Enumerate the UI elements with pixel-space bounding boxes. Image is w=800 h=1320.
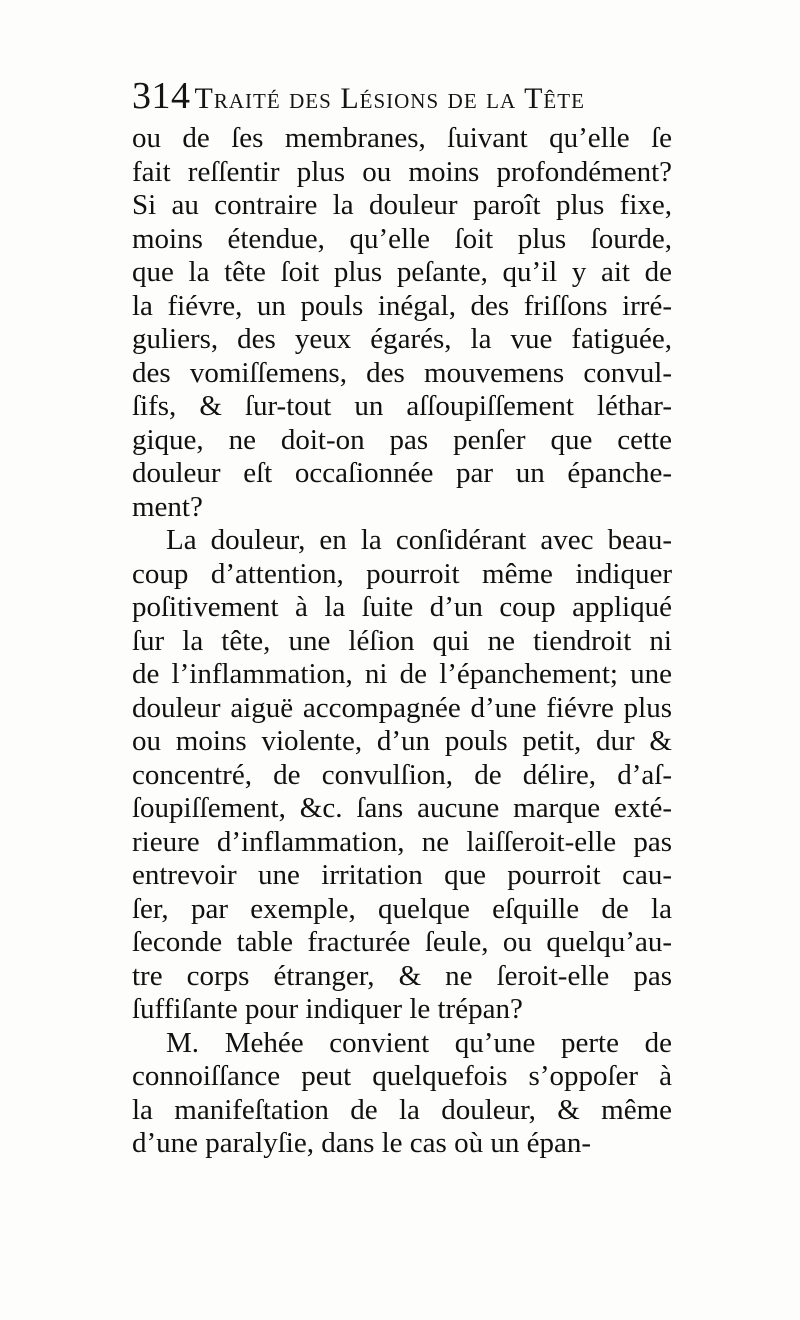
text-line: La douleur, en la conſidérant avec beau-	[166, 524, 672, 556]
paragraph	[132, 524, 672, 1027]
text-line: ſur la tête, une léſion qui ne tiendroit ni	[132, 624, 672, 657]
text-line: gique, ne doit-on pas penſer que cette	[132, 423, 672, 456]
text-line: ſoupiſſement, &c. ſans aucune marque exté-	[132, 792, 672, 824]
text-line: que la tête ſoit plus peſante, qu’il y ait de	[132, 256, 672, 288]
body-text	[132, 122, 672, 1161]
text-line: de l’inflammation, ni de l’épanchement; une	[132, 658, 672, 690]
text-line: douleur eſt occaſionnée par un épanche-	[132, 457, 672, 489]
text-line: moins étendue, qu’elle ſoit plus ſourde,	[132, 222, 672, 255]
text-line: concentré, de convulſion, de délire, d’aſ-	[132, 758, 672, 791]
paragraph	[132, 1027, 672, 1161]
text-line: ment?	[132, 490, 203, 523]
text-line: coup d’attention, pourroit même indiquer	[132, 557, 672, 590]
text-line: la manifeſtation de la douleur, & même	[132, 1093, 672, 1126]
text-line: Si au contraire la douleur paroît plus fixe,	[132, 189, 672, 221]
text-line: poſitivement à la ſuite d’un coup appliqué	[132, 591, 672, 623]
text-line: ſifs, & ſur-tout un aſſoupiſſement léthar-	[132, 390, 672, 422]
text-line: ſuffiſante pour indiquer le trépan?	[132, 993, 523, 1025]
text-line: d’une paralyſie, dans le cas où un épan-	[132, 1127, 591, 1159]
text-line: ou de ſes membranes, ſuivant qu’elle ſe	[132, 122, 672, 154]
page-header	[132, 74, 662, 124]
paragraph	[132, 122, 672, 524]
page-number: 314	[132, 75, 191, 117]
text-line: connoiſſance peut quelquefois s’oppoſer à	[132, 1060, 672, 1092]
text-line: entrevoir une irritation que pourroit cau-	[132, 859, 672, 891]
text-line: fait reſſentir plus ou moins profondément?	[132, 155, 672, 188]
text-line: rieure d’inflammation, ne laiſſeroit-elle pas	[132, 825, 672, 858]
running-title: Traité des Lésions de la Tête	[194, 82, 585, 115]
text-line: des vomiſſemens, des mouvemens convul-	[132, 356, 672, 389]
text-line: ſer, par exemple, quelque eſquille de la	[132, 892, 672, 925]
text-line: guliers, des yeux égarés, la vue fatiguée,	[132, 323, 672, 355]
text-line: la fiévre, un pouls inégal, des friſſons irré-	[132, 289, 672, 322]
text-line: tre corps étranger, & ne ſeroit-elle pas	[132, 959, 672, 992]
text-line: ou moins violente, d’un pouls petit, dur &	[132, 725, 672, 757]
text-line: ſeconde table fracturée ſeule, ou quelqu’au-	[132, 926, 672, 958]
text-line: M. Mehée convient qu’une perte de	[166, 1026, 672, 1059]
text-line: douleur aiguë accompagnée d’une fiévre plus	[132, 691, 672, 724]
